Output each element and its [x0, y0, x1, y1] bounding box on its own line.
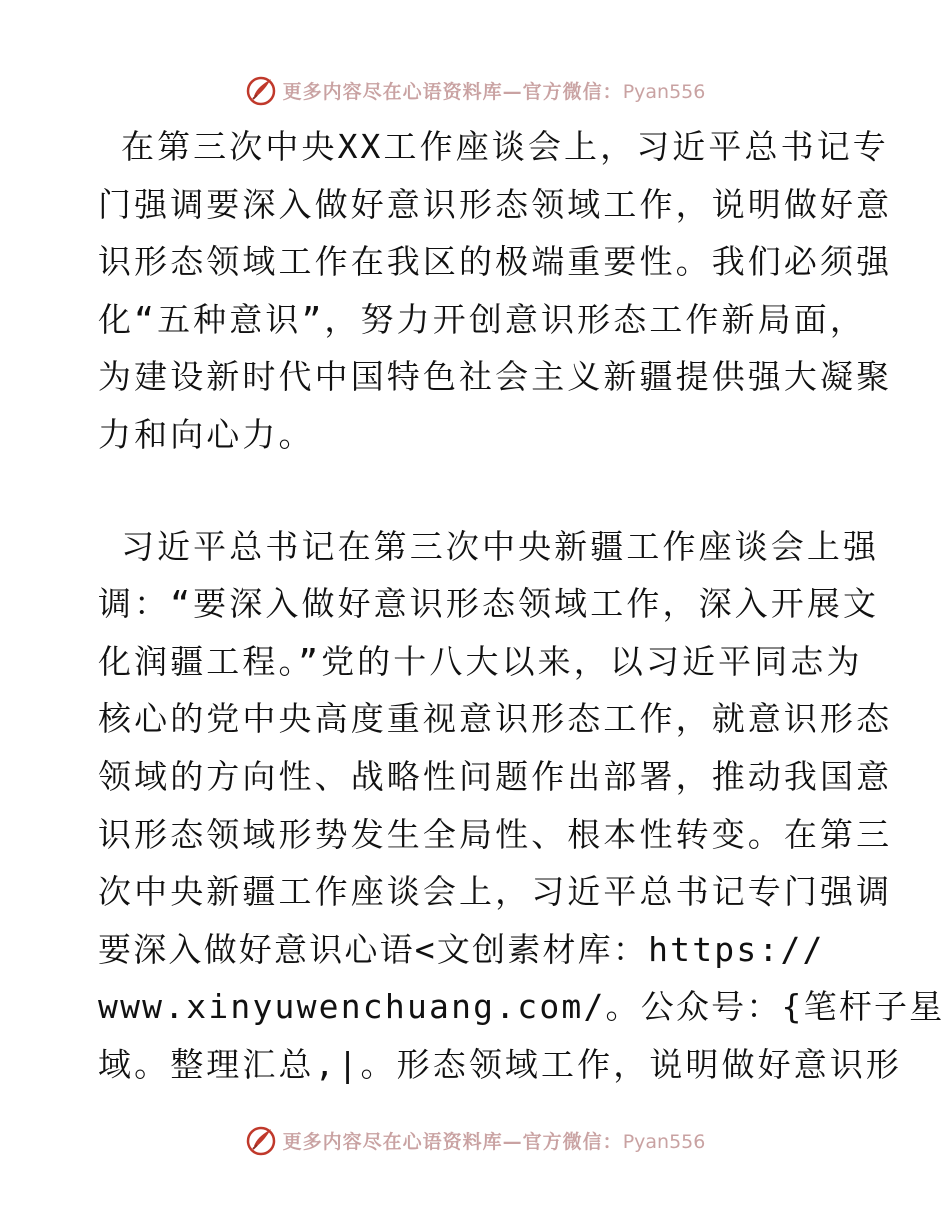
header-dash: — [502, 80, 523, 103]
paragraph-gap [98, 464, 858, 518]
quill-logo-icon [245, 1124, 277, 1156]
header-watermark-banner [0, 70, 950, 110]
text-line: 在第三次中央XX工作座谈会上，习近平总书记专 [98, 127, 889, 166]
header-site-text: 更多内容尽在心语资料库 [282, 80, 503, 103]
text-line: 调：“要深入做好意识形态领域工作，深入开展文 [98, 584, 880, 624]
footer-watermark-banner [0, 1120, 950, 1160]
footer-watermark-text [283, 1127, 706, 1154]
text-line: 识形态领域工作在我区的极端重要性。我们必须强 [98, 242, 893, 282]
quill-logo-icon [245, 74, 277, 106]
footer-site-text: 更多内容尽在心语资料库 [282, 1130, 503, 1153]
header-wechat-id: Pyan556 [622, 80, 706, 103]
paragraph-2 [98, 518, 945, 1094]
text-line: 次中央新疆工作座谈会上，习近平总书记专门强调 [98, 872, 893, 912]
text-line: 门强调要深入做好意识形态领域工作，说明做好意 [98, 184, 893, 224]
text-line: 化润疆工程。”党的十八大以来，以习近平同志为 [98, 641, 863, 681]
footer-official-label: 官方微信： [522, 1130, 623, 1153]
text-line: 识形态领域形势发生全局性、根本性转变。在第三 [98, 814, 893, 854]
header-official-label: 官方微信： [522, 80, 623, 103]
text-line: 领域的方向性、战略性问题作出部署，推动我国意 [98, 756, 893, 796]
text-line: 域。整理汇总,|。形态领域工作，说明做好意识形 [98, 1044, 903, 1084]
text-line: 要深入做好意识心语<文创素材库：https:// [98, 929, 825, 969]
text-line: 核心的党中央高度重视意识形态工作，就意识形态 [98, 699, 893, 739]
footer-dash: — [502, 1130, 523, 1153]
text-line: 习近平总书记在第三次中央新疆工作座谈会上强 [98, 526, 880, 566]
text-line: 为建设新时代中国特色社会主义新疆提供强大凝聚 [98, 357, 893, 397]
footer-wechat-id: Pyan556 [622, 1130, 706, 1153]
text-line: www.xinyuwenchuang.com/。公众号：{笔杆子星 [98, 987, 945, 1027]
text-line: 化“五种意识”，努力开创意识形态工作新局面， [98, 299, 866, 339]
header-watermark-text [283, 77, 706, 104]
text-line: 力和向心力。 [98, 414, 315, 454]
document-body [98, 118, 945, 1094]
paragraph-1 [98, 118, 893, 464]
